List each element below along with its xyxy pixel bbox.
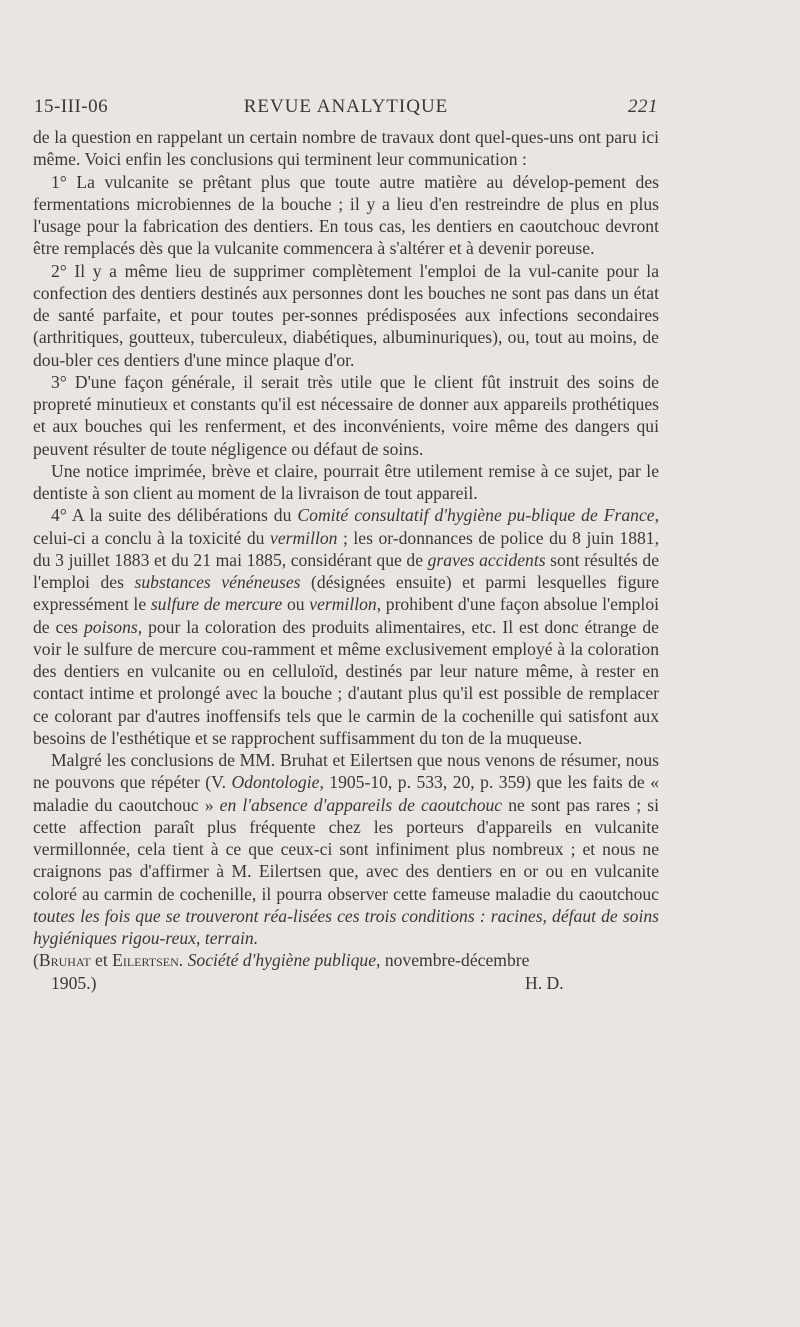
italic-run: poisons — [83, 616, 138, 637]
header-title: REVUE ANALYTIQUE — [243, 96, 449, 117]
author-initials: H. D. — [525, 972, 564, 993]
text-run: 4° A la suite des délibérations du — [51, 505, 298, 526]
author-name: Bruhat — [38, 950, 91, 971]
citation — [33, 949, 659, 971]
article-body — [33, 126, 659, 994]
running-header — [34, 96, 658, 126]
italic-run: Comité consultatif d'hygiène pu-blique de France — [297, 505, 655, 526]
paragraph-commentary — [33, 749, 659, 949]
text-run: (désignées ensuite) et parmi lesquelles figure expressément le — [33, 572, 660, 615]
text-run: , 1905-10, p. 533, 20, p. 359) que les faits de « maladie du caoutchouc » — [33, 772, 659, 815]
text-run: , novembre-décembre — [376, 950, 530, 971]
italic-run: toutes les fois que se trouveront réa-lisées ces trois conditions : racines, défaut de soins hygiéniques rigou-reux, terrain. — [33, 905, 659, 948]
text-run: ( — [33, 950, 39, 971]
italic-run: en l'absence d'appareils de caoutchouc — [219, 794, 503, 815]
source-title: Société d'hygiène publique — [187, 950, 377, 971]
paragraph-conclusion-3: 3° D'une façon générale, il serait très utile que le client fût instruit des soins de propreté minutieux et constants qu'il est nécessaire de donner aux appareils prothétiques et aux bouches qui les renferment, et des inconvénients, voire même des dangers qui peuvent résulter de toute négligence ou défaut de soins. — [33, 371, 659, 459]
text-run: et — [90, 950, 113, 971]
paragraph-intro: de la question en rappelant un certain nombre de travaux dont quel-ques-uns ont paru ici même. Voici enfin les conclusions qui terminent leur communication : — [33, 127, 659, 170]
paragraph-conclusion-4 — [33, 504, 659, 749]
italic-run: vermillon — [270, 527, 338, 548]
text-run: , celui-ci a conclu à la toxicité du — [33, 505, 659, 548]
text-run: sont résultés de l'emploi des — [33, 549, 659, 592]
text-run: ne sont pas rares ; si cette affection paraît plus fréquente chez les porteurs d'appareils en vulcanite vermillonnée, cela tient à ce que ceux-ci sont infiniment plus nombreux ; et nous ne craignons pas d'affirmer à M. Eilertsen que, avec des dentiers en or ou en vulcanite coloré au carmin de cochenille, il pourra observer cette fameuse maladie du caoutchouc — [33, 794, 660, 904]
author-name: Eilertsen — [112, 950, 179, 971]
text-run: ; les or-donnances de police du 8 juin 1881, du 3 juillet 1883 et du 21 mai 1885, considérant que de — [33, 527, 659, 570]
italic-run: substances vénéneuses — [134, 572, 301, 592]
header-date: 15-III-06 — [34, 96, 109, 117]
text-run: , pour la coloration des produits alimentaires, etc. Il est donc étrange de voir le sulfure de mercure cou-ramment et même exclusivement employé à la coloration des dentiers en vulcanite ou en celluloïd, destinés par leur nature même, à rester en contact intime et prolongé avec la bouche ; d'autant plus qu'il est possible de remplacer ce colorant par d'autres inoffensifs tels que le carmin de la cochenille qui satisfont aux besoins de l'esthétique et se rapprochent suffisamment du ton de la muqueuse. — [33, 616, 659, 748]
text-run: Malgré les conclusions de MM. Bruhat et Eilertsen que nous venons de résumer, nous ne pouvons que répéter (V. — [33, 750, 659, 793]
paragraph-conclusion-2: 2° Il y a même lieu de supprimer complètement l'emploi de la vul-canite pour la confection des dentiers destinés aux personnes dont les bouches ne sont pas dans un état de santé parfaite, et pour toutes per-sonnes prédisposées aux infections secondaires (arthritiques, goutteux, tuberculeux, diabétiques, albuminuriques), ou, tout au moins, de dou-bler ces dentiers d'une mince plaque d'or. — [33, 260, 659, 370]
italic-run: graves accidents — [427, 549, 546, 570]
italic-run: vermillon — [309, 594, 377, 615]
citation-year: 1905.) — [51, 972, 97, 993]
text-run: , prohibent d'une façon absolue l'emploi de ces — [33, 594, 660, 637]
italic-run: sulfure de mercure — [150, 594, 283, 615]
paragraph-notice: Une notice imprimée, brève et claire, pourrait être utilement remise à ce sujet, par le dentiste à son client au moment de la livraison de tout appareil. — [33, 460, 659, 503]
paragraph-conclusion-1: 1° La vulcanite se prêtant plus que toute autre matière au dévelop-pement des fermentations microbiennes de la bouche ; il y a lieu d'en restreindre de plus en plus l'usage pour la fabrication des dentiers. En tous cas, les dentiers en caoutchouc devront être remplacés dès que la vulcanite commencera à s'altérer et à devenir poreuse. — [33, 171, 659, 259]
text-run: ou — [282, 594, 310, 615]
page-number: 221 — [628, 96, 658, 117]
text-run: . — [178, 950, 188, 971]
italic-run: Odontologie — [231, 772, 320, 793]
signature-line — [33, 972, 659, 994]
